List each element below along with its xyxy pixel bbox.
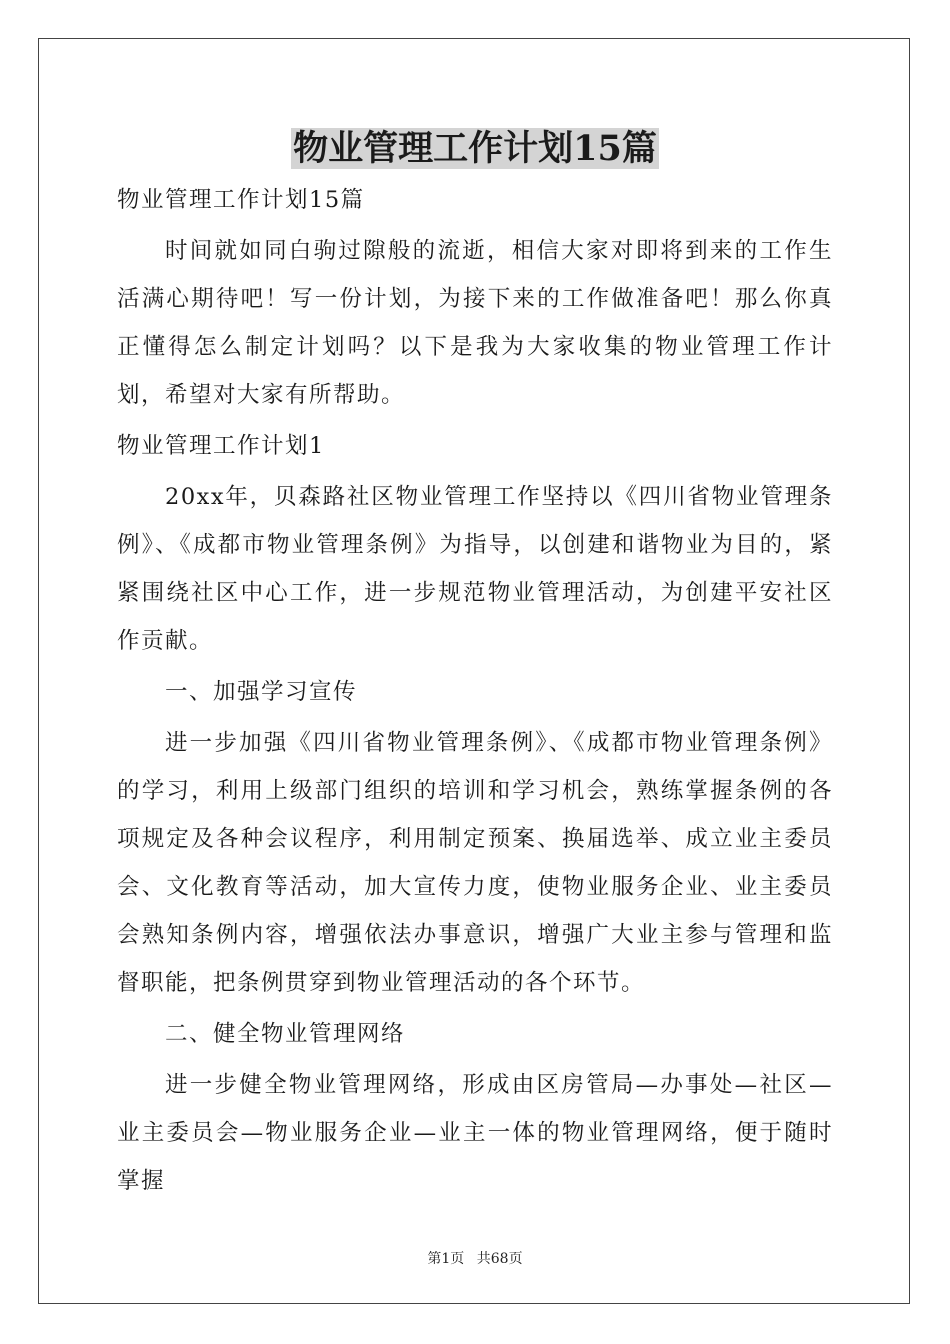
document-body [117,176,833,1208]
paragraph-management-network: 进一步健全物业管理网络，形成由区房管局—办事处—社区—业主委员会—物业服务企业—业主一体的物业管理网络，便于随时掌握 [117,1072,833,1194]
page-total: 共68页 [476,1251,523,1267]
subheading-study-promotion: 一、加强学习宣传 [165,679,358,705]
paragraph-intro: 时间就如同白驹过隙般的流逝，相信大家对即将到来的工作生活满心期待吧！写一份计划，为接下来的工作做准备吧！那么你真正懂得怎么制定计划吗？以下是我为大家收集的物业管理工作计划，希望对大家有所帮助。 [117,238,833,408]
paragraph-plan-1-overview: 20xx年，贝森路社区物业管理工作坚持以《四川省物业管理条例》、《成都市物业管理条例》为指导，以创建和谐物业为目的，紧紧围绕社区中心工作，进一步规范物业管理活动，为创建平安社区作贡献。 [117,484,833,654]
paragraph-study-promotion: 进一步加强《四川省物业管理条例》、《成都市物业管理条例》的学习，利用上级部门组织的培训和学习机会，熟练掌握条例的各项规定及各种会议程序，利用制定预案、换届选举、成立业主委员会、文化教育等活动，加大宣传力度，使物业服务企业、业主委员会熟知条例内容，增强依法办事意识，增强广大业主参与管理和监督职能，把条例贯穿到物业管理活动的各个环节。 [117,730,833,996]
page-number: 第1页 [427,1251,465,1267]
document-title-text: 物业管理工作计划15篇 [293,128,657,169]
document-title [0,124,950,174]
paragraph-subtitle: 物业管理工作计划15篇 [117,187,365,213]
page-footer [0,1248,950,1268]
section-heading-plan-1: 物业管理工作计划1 [117,433,325,459]
subheading-management-network: 二、健全物业管理网络 [165,1021,406,1047]
